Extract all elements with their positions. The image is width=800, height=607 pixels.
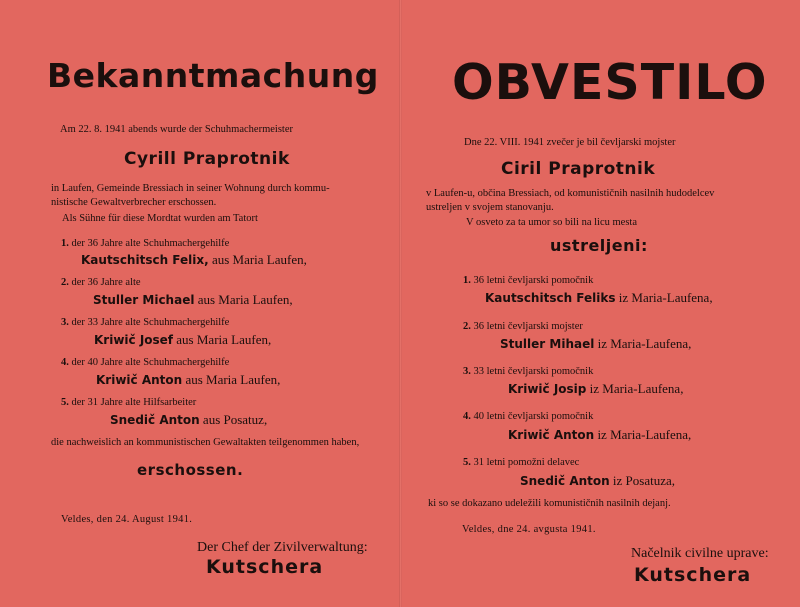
slovene-location-line-1: v Laufen-u, občina Bressiach, od komunističnih nasilnih hudodelcev	[426, 188, 715, 199]
german-victim-2-desc-text: der 36 Jahre alte	[71, 277, 141, 288]
slovene-victim-1-desc-text: 36 letni čevljarski pomočnik	[473, 275, 594, 286]
slovene-victim-1-number: 1.	[463, 275, 471, 286]
german-victim-1-desc-text: der 36 Jahre alte Schuhmachergehilfe	[71, 238, 230, 249]
german-victim-5-description	[61, 397, 196, 408]
slovene-participation: ki so se dokazano udeležili komunističnih nasilnih dejanj.	[428, 498, 671, 509]
german-victim-5	[110, 412, 267, 428]
slovene-victim-4-desc-text: 40 letni čevljarski pomočnik	[473, 411, 594, 422]
german-victim-3-number: 3.	[61, 317, 69, 328]
german-victim-2-description	[61, 277, 141, 288]
slovene-victim-2	[500, 336, 691, 352]
german-title: Bekanntmachung	[47, 56, 379, 95]
slovene-victim-3-description	[463, 366, 593, 377]
german-signatory-title: Der Chef der Zivilverwaltung:	[197, 540, 368, 555]
slovene-signatory: Kutschera	[634, 564, 752, 586]
german-victim-3-desc-text: der 33 Jahre alte Schuhmachergehilfe	[71, 317, 230, 328]
german-victim-3-description	[61, 317, 229, 328]
slovene-title: OBVESTILO	[452, 54, 768, 111]
slovene-victim-2-name: Stuller Mihael	[500, 337, 595, 351]
german-intro: Am 22. 8. 1941 abends wurde der Schuhmachermeister	[60, 124, 293, 135]
slovene-victim-3-origin: iz Maria-Laufena,	[589, 381, 684, 396]
slovene-victim-5-desc-text: 31 letni pomožni delavec	[473, 457, 580, 468]
slovene-victim-1	[485, 290, 713, 306]
german-victim-2-name: Stuller Michael	[93, 293, 195, 307]
german-victim-4-description	[61, 357, 229, 368]
german-victim-2-number: 2.	[61, 277, 69, 288]
slovene-victim-1-description	[463, 275, 593, 286]
german-victim-4-name: Kriwič Anton	[96, 373, 183, 387]
german-victim-4-number: 4.	[61, 357, 69, 368]
german-victim-1-origin: aus Maria Laufen,	[211, 252, 307, 267]
german-victim-2	[93, 292, 293, 308]
german-signatory: Kutschera	[206, 556, 324, 578]
slovene-victim-5-description	[463, 457, 579, 468]
slovene-victim-2-desc-text: 36 letni čevljarski mojster	[473, 321, 583, 332]
slovene-location-line-2: ustreljen v svojem stanovanju.	[426, 202, 554, 213]
german-victim-1-number: 1.	[61, 238, 69, 249]
german-participation: die nachweislich an kommunistischen Gewaltakten teilgenommen haben,	[51, 437, 360, 448]
slovene-victim-3-desc-text: 33 letni čevljarski pomočnik	[473, 366, 594, 377]
slovene-victim-4-name: Kriwič Anton	[508, 428, 595, 442]
german-victim-5-origin: aus Posatuz,	[202, 412, 268, 427]
slovene-victim-4-description	[463, 411, 593, 422]
german-victim-3-name: Kriwič Josef	[94, 333, 174, 347]
slovene-atonement: V osveto za ta umor so bili na licu mesta	[466, 217, 637, 228]
slovene-column	[402, 0, 800, 607]
slovene-victim-4-number: 4.	[463, 411, 471, 422]
slovene-victim-3-number: 3.	[463, 366, 471, 377]
german-place-date: Veldes, den 24. August 1941.	[61, 514, 193, 525]
german-victim-3	[94, 332, 271, 348]
slovene-shot: ustreljeni:	[550, 236, 648, 255]
german-victim-5-desc-text: der 31 Jahre alte Hilfsarbeiter	[71, 397, 197, 408]
slovene-name: Ciril Praprotnik	[501, 159, 656, 179]
slovene-signatory-title: Načelnik civilne uprave:	[631, 546, 769, 561]
german-victim-2-origin: aus Maria Laufen,	[197, 292, 293, 307]
slovene-victim-5	[520, 473, 675, 489]
slovene-intro: Dne 22. VIII. 1941 zvečer je bil čevljarski mojster	[464, 137, 676, 148]
slovene-victim-3-name: Kriwič Josip	[508, 382, 587, 396]
german-victim-4	[96, 372, 280, 388]
german-victim-1-description	[61, 238, 229, 249]
german-victim-5-name: Snedič Anton	[110, 413, 200, 427]
slovene-victim-4-origin: iz Maria-Laufena,	[597, 427, 692, 442]
german-location-line-2: nistische Gewaltverbrecher erschossen.	[51, 197, 217, 208]
slovene-victim-4	[508, 427, 691, 443]
german-victim-1-name: Kautschitsch Felix,	[81, 253, 209, 267]
slovene-victim-2-number: 2.	[463, 321, 471, 332]
slovene-victim-2-origin: iz Maria-Laufena,	[597, 336, 692, 351]
german-location-line-1: in Laufen, Gemeinde Bressiach in seiner Wohnung durch kommu-	[51, 183, 330, 194]
german-atonement: Als Sühne für diese Mordtat wurden am Tatort	[62, 213, 258, 224]
german-victim-4-desc-text: der 40 Jahre alte Schuhmachergehilfe	[71, 357, 230, 368]
german-victim-4-origin: aus Maria Laufen,	[185, 372, 281, 387]
german-shot: erschossen.	[137, 461, 244, 479]
slovene-victim-5-name: Snedič Anton	[520, 474, 610, 488]
slovene-victim-1-name: Kautschitsch Feliks	[485, 291, 616, 305]
german-name: Cyrill Praprotnik	[124, 149, 290, 169]
slovene-victim-2-description	[463, 321, 583, 332]
german-victim-5-number: 5.	[61, 397, 69, 408]
slovene-victim-5-origin: iz Posatuza,	[612, 473, 676, 488]
slovene-victim-5-number: 5.	[463, 457, 471, 468]
slovene-place-date: Veldes, dne 24. avgusta 1941.	[462, 524, 596, 535]
slovene-victim-3	[508, 381, 683, 397]
german-victim-1	[81, 252, 307, 268]
slovene-victim-1-origin: iz Maria-Laufena,	[618, 290, 713, 305]
german-victim-3-origin: aus Maria Laufen,	[176, 332, 272, 347]
